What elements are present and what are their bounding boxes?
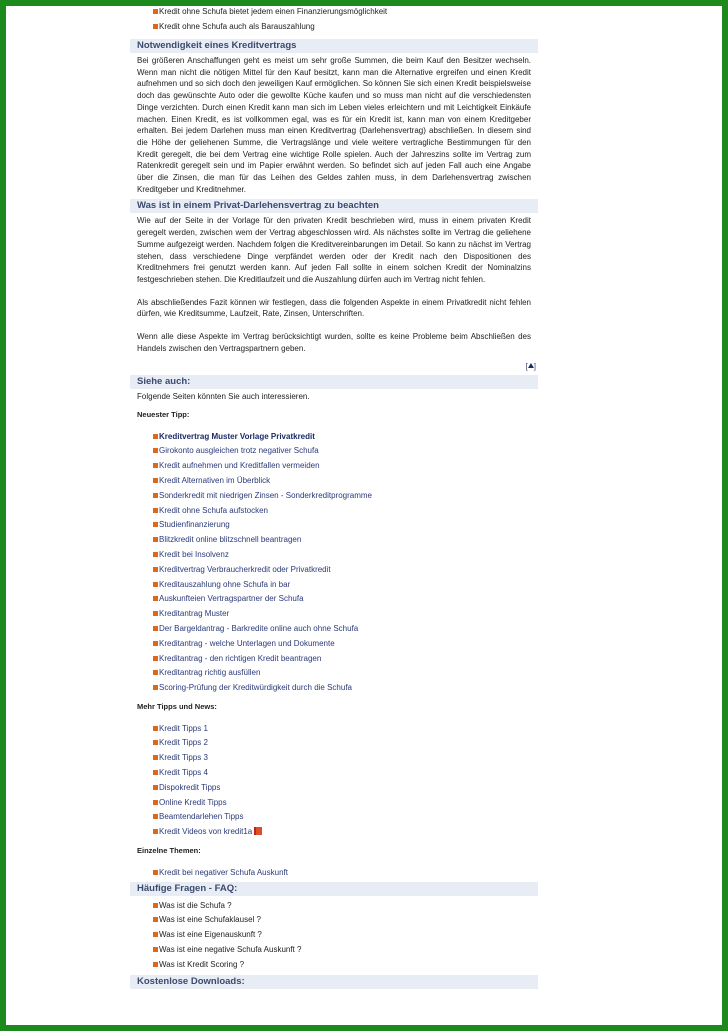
link-item[interactable]: Online Kredit Tipps xyxy=(130,797,538,812)
back-to-top xyxy=(130,361,538,373)
link-item[interactable]: Kreditauszahlung ohne Schufa in bar xyxy=(130,579,538,594)
link-item[interactable]: Kredit Alternativen im Überblick xyxy=(130,475,538,490)
link-item[interactable]: Kredit Tipps 1 xyxy=(130,723,538,738)
faq-item[interactable]: Was ist eine Schufaklausel ? xyxy=(130,914,538,929)
faq-item[interactable]: Was ist eine Eigenauskunft ? xyxy=(130,929,538,944)
list-item: Kredit ohne Schufa bietet jedem einen Finanzierungsmöglichkeit xyxy=(130,6,538,21)
link-item[interactable]: Blitzkredit online blitzschnell beantragen xyxy=(130,534,538,549)
flag-icon xyxy=(254,827,262,835)
paragraph: Wie auf der Seite in der Vorlage für den privaten Kredit beschrieben wird, muss in einem privaten Kredit geregelt werden, zwischen wem der Vertrag abgeschlossen wird. Als nächstes sollte im Vertrag die geliehene Summe aufgezeigt werden. Nachdem folgen die Kreditvereinbarungen im Detail. So kann zu nächst im Vertrag stehen, dass verschiedene Dinge verpfändet werden oder der Kredit nach den Dispositionen des Kreditnehmers frei genutzt werden kann. Auf jeden Fall sollte in einem solchen Kredit der Nominalzins festgeschrieben stehen. Die Kreditlaufzeit und die Auszahlung dürfen auch im Vertrag nicht fehlen. xyxy=(137,216,531,284)
link-item[interactable]: Girokonto ausgleichen trotz negativer Schufa xyxy=(130,445,538,460)
link-item[interactable]: Kredit aufnehmen und Kreditfallen vermeiden xyxy=(130,460,538,475)
bracket-open: [ xyxy=(525,362,528,372)
link-item[interactable]: Der Bargeldantrag - Barkredite online auch ohne Schufa xyxy=(130,623,538,638)
link-item[interactable]: Kreditantrag Muster xyxy=(130,608,538,623)
paragraph: Bei größeren Anschaffungen geht es meist um sehr große Summen, die beim Kauf den Besitzer wechseln. Wenn man nicht die nötigen Mittel für den Kauf besitzt, kann man die Alternative ergreifen und einen Kredit aufnehmen und so sich doch den jeweiligen Kauf ermöglichen. So können Sie sich einen Kredit beispielsweise doch das gewünschte Auto oder die gewollte Küche kaufen und so muss man nicht auf die verschiedensten Dinge verzichten. Durch einen Kredit kann man sich im Leben vieles erleichtern und mit Leichtigkeit Einkäufe machen. Einen Kredit, es ist vollkommen egal, was es für ein Kredit ist, kann man von einem Kreditgeber erhalten. Bei jedem Darlehen muss man einen Kreditvertrag (Darlehensvertrag) abschließen. In diesem sind die Höhe der geliehenen Summe, die Vertragslänge und viele weitere vertragliche Bestimmungen für den Kredit geregelt, die bei dem Vertrag eine wichtige Rolle spielen. Auch der Jahreszins sollte im Vertrag zum Ratenkredit geregelt sein und im Papier erwähnt werden. So befindet sich auf jeden Fall auch eine Angabe über die Zinsen, die man für das Leihen des Geldes zahlen muss, in dem Darlehensvertrag zwischen Kreditgeber und Kreditnehmer. xyxy=(137,56,531,194)
link-item[interactable]: Kreditvertrag Muster Vorlage Privatkredit xyxy=(130,431,538,446)
link-item[interactable]: Dispokredit Tipps xyxy=(130,782,538,797)
link-item[interactable]: Studienfinanzierung xyxy=(130,519,538,534)
section-heading-kreditvertrag: Notwendigkeit eines Kreditvertrags xyxy=(130,39,538,53)
mehr-tipps-label: Mehr Tipps und News: xyxy=(137,701,217,711)
link-item[interactable]: Scoring-Prüfung der Kreditwürdigkeit durch die Schufa xyxy=(130,682,538,697)
faq-item[interactable]: Was ist Kredit Scoring ? xyxy=(130,959,538,974)
link-label[interactable]: Kredit Videos von kredit1a xyxy=(159,827,253,837)
section-heading-downloads: Kostenlose Downloads: xyxy=(130,975,538,989)
themen-list xyxy=(130,867,538,882)
link-item-video[interactable] xyxy=(130,826,538,841)
link-item[interactable]: Kredit bei Insolvenz xyxy=(130,549,538,564)
intro-text: Folgende Seiten könnten Sie auch interessieren. xyxy=(137,392,310,402)
tips-link-list xyxy=(130,431,538,697)
paragraph: Wenn alle diese Aspekte im Vertrag berücksichtigt wurden, sollte es keine Probleme beim Abschließen des Handels zwischen den Vertragspartnern geben. xyxy=(137,332,531,353)
link-item[interactable]: Kredit Tipps 2 xyxy=(130,737,538,752)
link-item[interactable]: Kredit Tipps 3 xyxy=(130,752,538,767)
link-item[interactable]: Kredit ohne Schufa aufstocken xyxy=(130,505,538,520)
mehr-tipps-list xyxy=(130,723,538,841)
top-bullet-list xyxy=(130,6,538,35)
link-item[interactable]: Auskunfteien Vertragspartner der Schufa xyxy=(130,593,538,608)
link-item[interactable]: Beamtendarlehen Tipps xyxy=(130,811,538,826)
link-item[interactable]: Kredit Tipps 4 xyxy=(130,767,538,782)
main-content xyxy=(130,0,538,989)
paragraph: Als abschließendes Fazit können wir festlegen, dass die folgenden Aspekte in einem Privatkredit nicht fehlen dürfen, wie Kreditsumme, Laufzeit, Rate, Zinsen, Unterschriften. xyxy=(137,297,531,319)
faq-list xyxy=(130,900,538,974)
section-heading-siehe-auch: Siehe auch: xyxy=(130,375,538,389)
list-item: Kredit ohne Schufa auch als Barauszahlung xyxy=(130,21,538,36)
link-item[interactable]: Sonderkredit mit niedrigen Zinsen - Sonderkreditprogramme xyxy=(130,490,538,505)
link-item[interactable]: Kreditantrag richtig ausfüllen xyxy=(130,667,538,682)
section-heading-privat-darlehen: Was ist in einem Privat-Darlehensvertrag zu beachten xyxy=(130,199,538,213)
neuester-tipp-label: Neuester Tipp: xyxy=(137,409,190,419)
faq-item[interactable]: Was ist die Schufa ? xyxy=(130,900,538,915)
einzelne-themen-label: Einzelne Themen: xyxy=(137,846,201,855)
link-item[interactable]: Kredit bei negativer Schufa Auskunft xyxy=(130,867,538,882)
link-item[interactable]: Kreditantrag - den richtigen Kredit beantragen xyxy=(130,653,538,668)
link-item[interactable]: Kreditantrag - welche Unterlagen und Dokumente xyxy=(130,638,538,653)
bracket-close: ] xyxy=(533,362,536,372)
faq-item[interactable]: Was ist eine negative Schufa Auskunft ? xyxy=(130,944,538,959)
link-item[interactable]: Kreditvertrag Verbraucherkredit oder Privatkredit xyxy=(130,564,538,579)
section-heading-faq: Häufige Fragen - FAQ: xyxy=(130,882,538,896)
